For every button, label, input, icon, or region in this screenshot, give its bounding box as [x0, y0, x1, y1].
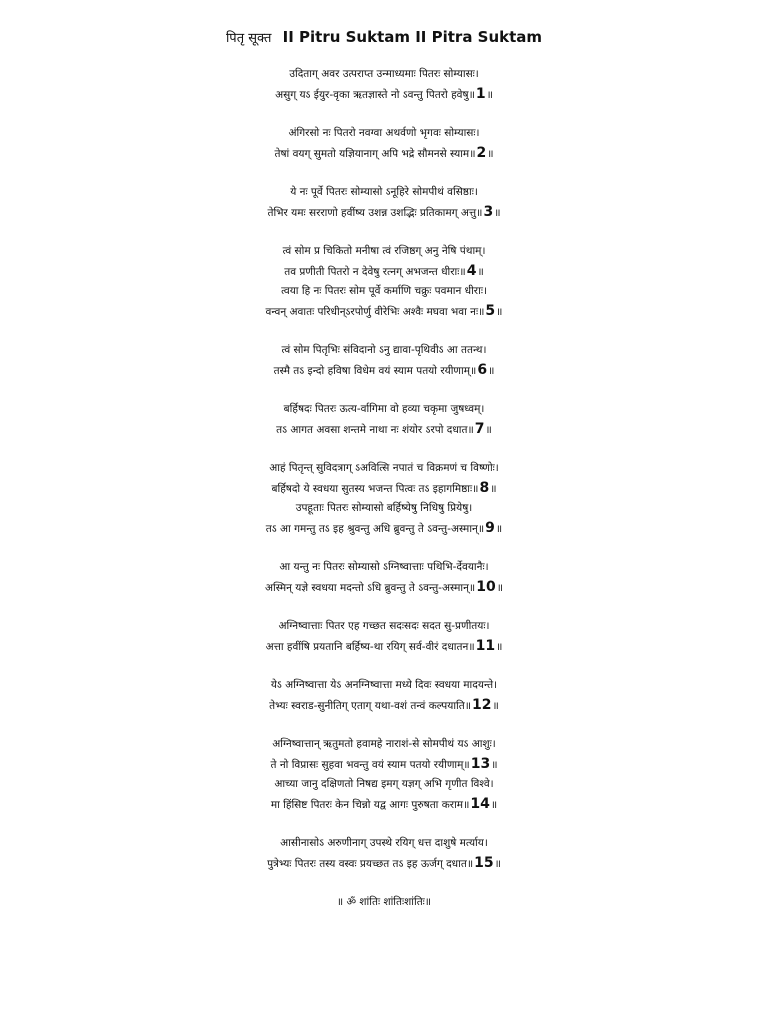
stanza: [0, 734, 768, 814]
verse-text: बर्हिषदः पितरः ऊत्य-र्वागिमा वो हव्या चकृमा जुषध्वम्।: [283, 403, 485, 415]
verse-line: [0, 616, 768, 636]
verse-text: त्वं सोम प्र चिकितो मनीषा त्वं रजिष्ठग् अनु नेषि पंथाम्।: [282, 245, 486, 257]
stanza: [0, 182, 768, 222]
verse-line: [0, 833, 768, 853]
verse-number: 13: [470, 756, 491, 772]
verse-text: त्वया हि नः पितरः सोम पूर्वे कर्माणि चक्रुः पवमान धीराः।: [281, 285, 487, 297]
verse-line: तस्मै तऽ इन्दो हविषा विधेम वयं स्याम पतयो रयीणाम्॥6॥: [273, 362, 495, 378]
stanza: [0, 123, 768, 163]
verse-list: [0, 64, 768, 912]
verse-number: 4: [466, 263, 477, 279]
verse-text: ये नः पूर्वे पितरः सोम्यासो ऽनूहिरे सोमपीथं वसिष्ठाः।: [290, 186, 478, 198]
verse-number: 6: [477, 362, 488, 378]
verse-line: [0, 774, 768, 794]
stanza: [0, 458, 768, 538]
verse-text: अस्मिन् यज्ञे स्वधया मदन्तो ऽधि ब्रुवन्तु ते ऽवन्तु-अस्मान्॥: [265, 582, 476, 594]
verse-text: तऽ आगत अवसा शन्तमे नाथा नः शंयोर ऽरपो दधात॥: [276, 424, 474, 436]
verse-text: असुग् यऽ ईयुर-वृका ऋतज्ञास्ते नो ऽवन्तु पितरो हवेषु॥: [275, 89, 475, 101]
verse-text: मा हिंसिष्ट पितरः केन चिन्नो यद्व आगः पुरुषता कराम॥: [270, 799, 470, 811]
verse-line: [0, 64, 768, 84]
stanza: [0, 64, 768, 104]
verse-text: त्वं सोम पितृभिः संविदानो ऽनु द्यावा-पृथिवीऽ आ ततन्थ।: [281, 344, 487, 356]
closing-line: ॥ ॐ शांतिः शांतिःशांतिः॥: [336, 896, 432, 908]
verse-line: [0, 340, 768, 360]
stanza: [0, 833, 768, 873]
verse-line: तऽ आगत अवसा शन्तमे नाथा नः शंयोर ऽरपो दधात॥7॥: [276, 421, 492, 437]
verse-text: पुत्रेभ्यः पितरः तस्य वस्वः प्रयच्छत तऽ इह ऊर्जग् दधात॥: [267, 858, 474, 870]
verse-text: आसीनासोऽ अरुणीनाग् उपस्थे रयिग् धत्त दाशुषे मर्त्याय।: [280, 837, 488, 849]
verse-text: तस्मै तऽ इन्दो हविषा विधेम वयं स्याम पतयो रयीणाम्॥: [273, 365, 477, 377]
verse-text: येऽ अग्निष्वात्ता येऽ अनग्निष्वात्ता मध्ये दिवः स्वधया मादयन्ते।: [270, 679, 498, 691]
verse-text: वन्वन् अवातः परिधीन्ऽरपोर्णु वीरेभिः अश्वैः मघवा भवा नः॥: [265, 306, 485, 318]
verse-text: बर्हिषदो ये स्वधया सुतस्य भजन्त पित्वः तऽ इहागमिष्ठाः॥: [271, 483, 479, 495]
verse-line: तेषां वयग् सुमतो यज्ञियानाग् अपि भद्रे सौमनसे स्याम॥2॥: [274, 145, 494, 161]
verse-text: उपहूताः पितरः सोम्यासो बर्हिष्येषु निधिषु प्रियेषु।: [295, 502, 473, 514]
verse-text: ते नो विप्रासः सुहवा भवन्तु वयं स्याम पतयो रयीणाम्॥: [270, 759, 470, 771]
verse-text: अत्ता हवींषि प्रयतानि बर्हिष्य-था रयिग् सर्व-वीरं दधातन॥: [265, 641, 475, 653]
verse-number: 9: [485, 520, 495, 536]
verse-line: तेभ्यः स्वराड-सुनीतिग् एताग् यथा-वशं तन्वं कल्पयाति॥12॥: [269, 697, 499, 713]
verse-number: 10: [476, 579, 496, 595]
stanza: [0, 241, 768, 321]
verse-text: अग्निष्वात्तान् ऋतुमतो हवामहे नाराशं-से सोमपीथं यऽ आशुः।: [272, 738, 496, 750]
stanza: [0, 675, 768, 715]
verse-line: मा हिंसिष्ट पितरः केन चिन्नो यद्व आगः पुरुषता कराम॥14॥: [270, 796, 498, 812]
verse-line: पुत्रेभ्यः पितरः तस्य वस्वः प्रयच्छत तऽ इह ऊर्जग् दधात॥15॥: [267, 855, 501, 871]
verse-line: ते नो विप्रासः सुहवा भवन्तु वयं स्याम पतयो रयीणाम्॥13॥: [270, 756, 498, 772]
verse-number: 14: [470, 796, 490, 812]
verse-line: तव प्रणीती पितरो न देवेषु रत्नग् अभजन्त धीराः॥4॥: [284, 263, 484, 279]
stanza: [0, 616, 768, 656]
verse-text: आ यन्तु नः पितरः सोम्यासो ऽग्निष्वात्ताः पथिभि-र्देवयानैः।: [279, 561, 489, 573]
verse-number: 3: [483, 204, 494, 220]
verse-line: अत्ता हवींषि प्रयतानि बर्हिष्य-था रयिग् सर्व-वीरं दधातन॥11॥: [265, 638, 503, 654]
verse-line: [0, 498, 768, 518]
stanza: [0, 557, 768, 597]
verse-number: 7: [474, 421, 485, 437]
verse-line: [0, 399, 768, 419]
title-devanagari: पितृ सूक्त: [225, 31, 272, 46]
verse-text: तेषां वयग् सुमतो यज्ञियानाग् अपि भद्रे सौमनसे स्याम॥: [274, 148, 476, 160]
verse-text: आच्या जानु दक्षिणतो निषद्य इमग् यज्ञग् अभि गृणीत विश्वे।: [274, 778, 494, 790]
stanza: [0, 340, 768, 380]
verse-number: 15: [474, 855, 494, 871]
verse-number: 1: [475, 86, 486, 102]
verse-text: अंगिरसो नः पितरो नवग्वा अथर्वणो भृगवः सोम्यासः।: [288, 127, 480, 139]
verse-line: वन्वन् अवातः परिधीन्ऽरपोर्णु वीरेभिः अश्वैः मघवा भवा नः॥5॥: [265, 303, 503, 319]
verse-text: उदिताग् अवर उत्पराप्त उन्माध्यमाः पितरः सोम्यासः।: [289, 68, 479, 80]
verse-line: [0, 281, 768, 301]
verse-line: अस्मिन् यज्ञे स्वधया मदन्तो ऽधि ब्रुवन्तु ते ऽवन्तु-अस्मान्॥10॥: [265, 579, 503, 595]
verse-line: [0, 557, 768, 577]
verse-line: [0, 241, 768, 261]
verse-text: तेभ्यः स्वराड-सुनीतिग् एताग् यथा-वशं तन्वं कल्पयाति॥: [269, 700, 472, 712]
page-title: [0, 28, 768, 46]
verse-line: तेभिर यमः सरराणो हवींष्य उशन्न उशद्भिः प्रतिकामग् अत्तु॥3॥: [267, 204, 501, 220]
verse-number: 8: [479, 480, 490, 496]
verse-number: 12: [472, 697, 492, 713]
verse-line: [0, 123, 768, 143]
verse-number: 11: [475, 638, 496, 654]
title-latin: II Pitru Suktam II Pitra Suktam: [282, 28, 543, 46]
verse-line: [0, 734, 768, 754]
verse-line: [0, 182, 768, 202]
verse-line: बर्हिषदो ये स्वधया सुतस्य भजन्त पित्वः तऽ इहागमिष्ठाः॥8॥: [271, 480, 497, 496]
verse-line: तऽ आ गमन्तु तऽ इह श्रुवन्तु अधि ब्रुवन्तु ते ऽवन्तु-अस्मान्॥9॥: [265, 520, 503, 536]
verse-line: [0, 458, 768, 478]
stanza: [0, 399, 768, 439]
verse-text: तेभिर यमः सरराणो हवींष्य उशन्न उशद्भिः प्रतिकामग् अत्तु॥: [267, 207, 483, 219]
verse-line: [0, 675, 768, 695]
verse-number: 5: [485, 303, 496, 319]
verse-text: अग्निष्वात्ताः पितर एह गच्छत सदःसदः सदत सु-प्रणीतयः।: [278, 620, 490, 632]
verse-number: 2: [476, 145, 487, 161]
verse-text: तऽ आ गमन्तु तऽ इह श्रुवन्तु अधि ब्रुवन्तु ते ऽवन्तु-अस्मान्॥: [265, 523, 485, 535]
verse-text: आहं पितृन्त् सुविदत्राग् ऽअवित्सि नपातं च विक्रमणं च विष्णोः।: [269, 462, 499, 474]
verse-text: तव प्रणीती पितरो न देवेषु रत्नग् अभजन्त धीराः॥: [284, 266, 466, 278]
verse-line: असुग् यऽ ईयुर-वृका ऋतज्ञास्ते नो ऽवन्तु पितरो हवेषु॥1॥: [275, 86, 493, 102]
